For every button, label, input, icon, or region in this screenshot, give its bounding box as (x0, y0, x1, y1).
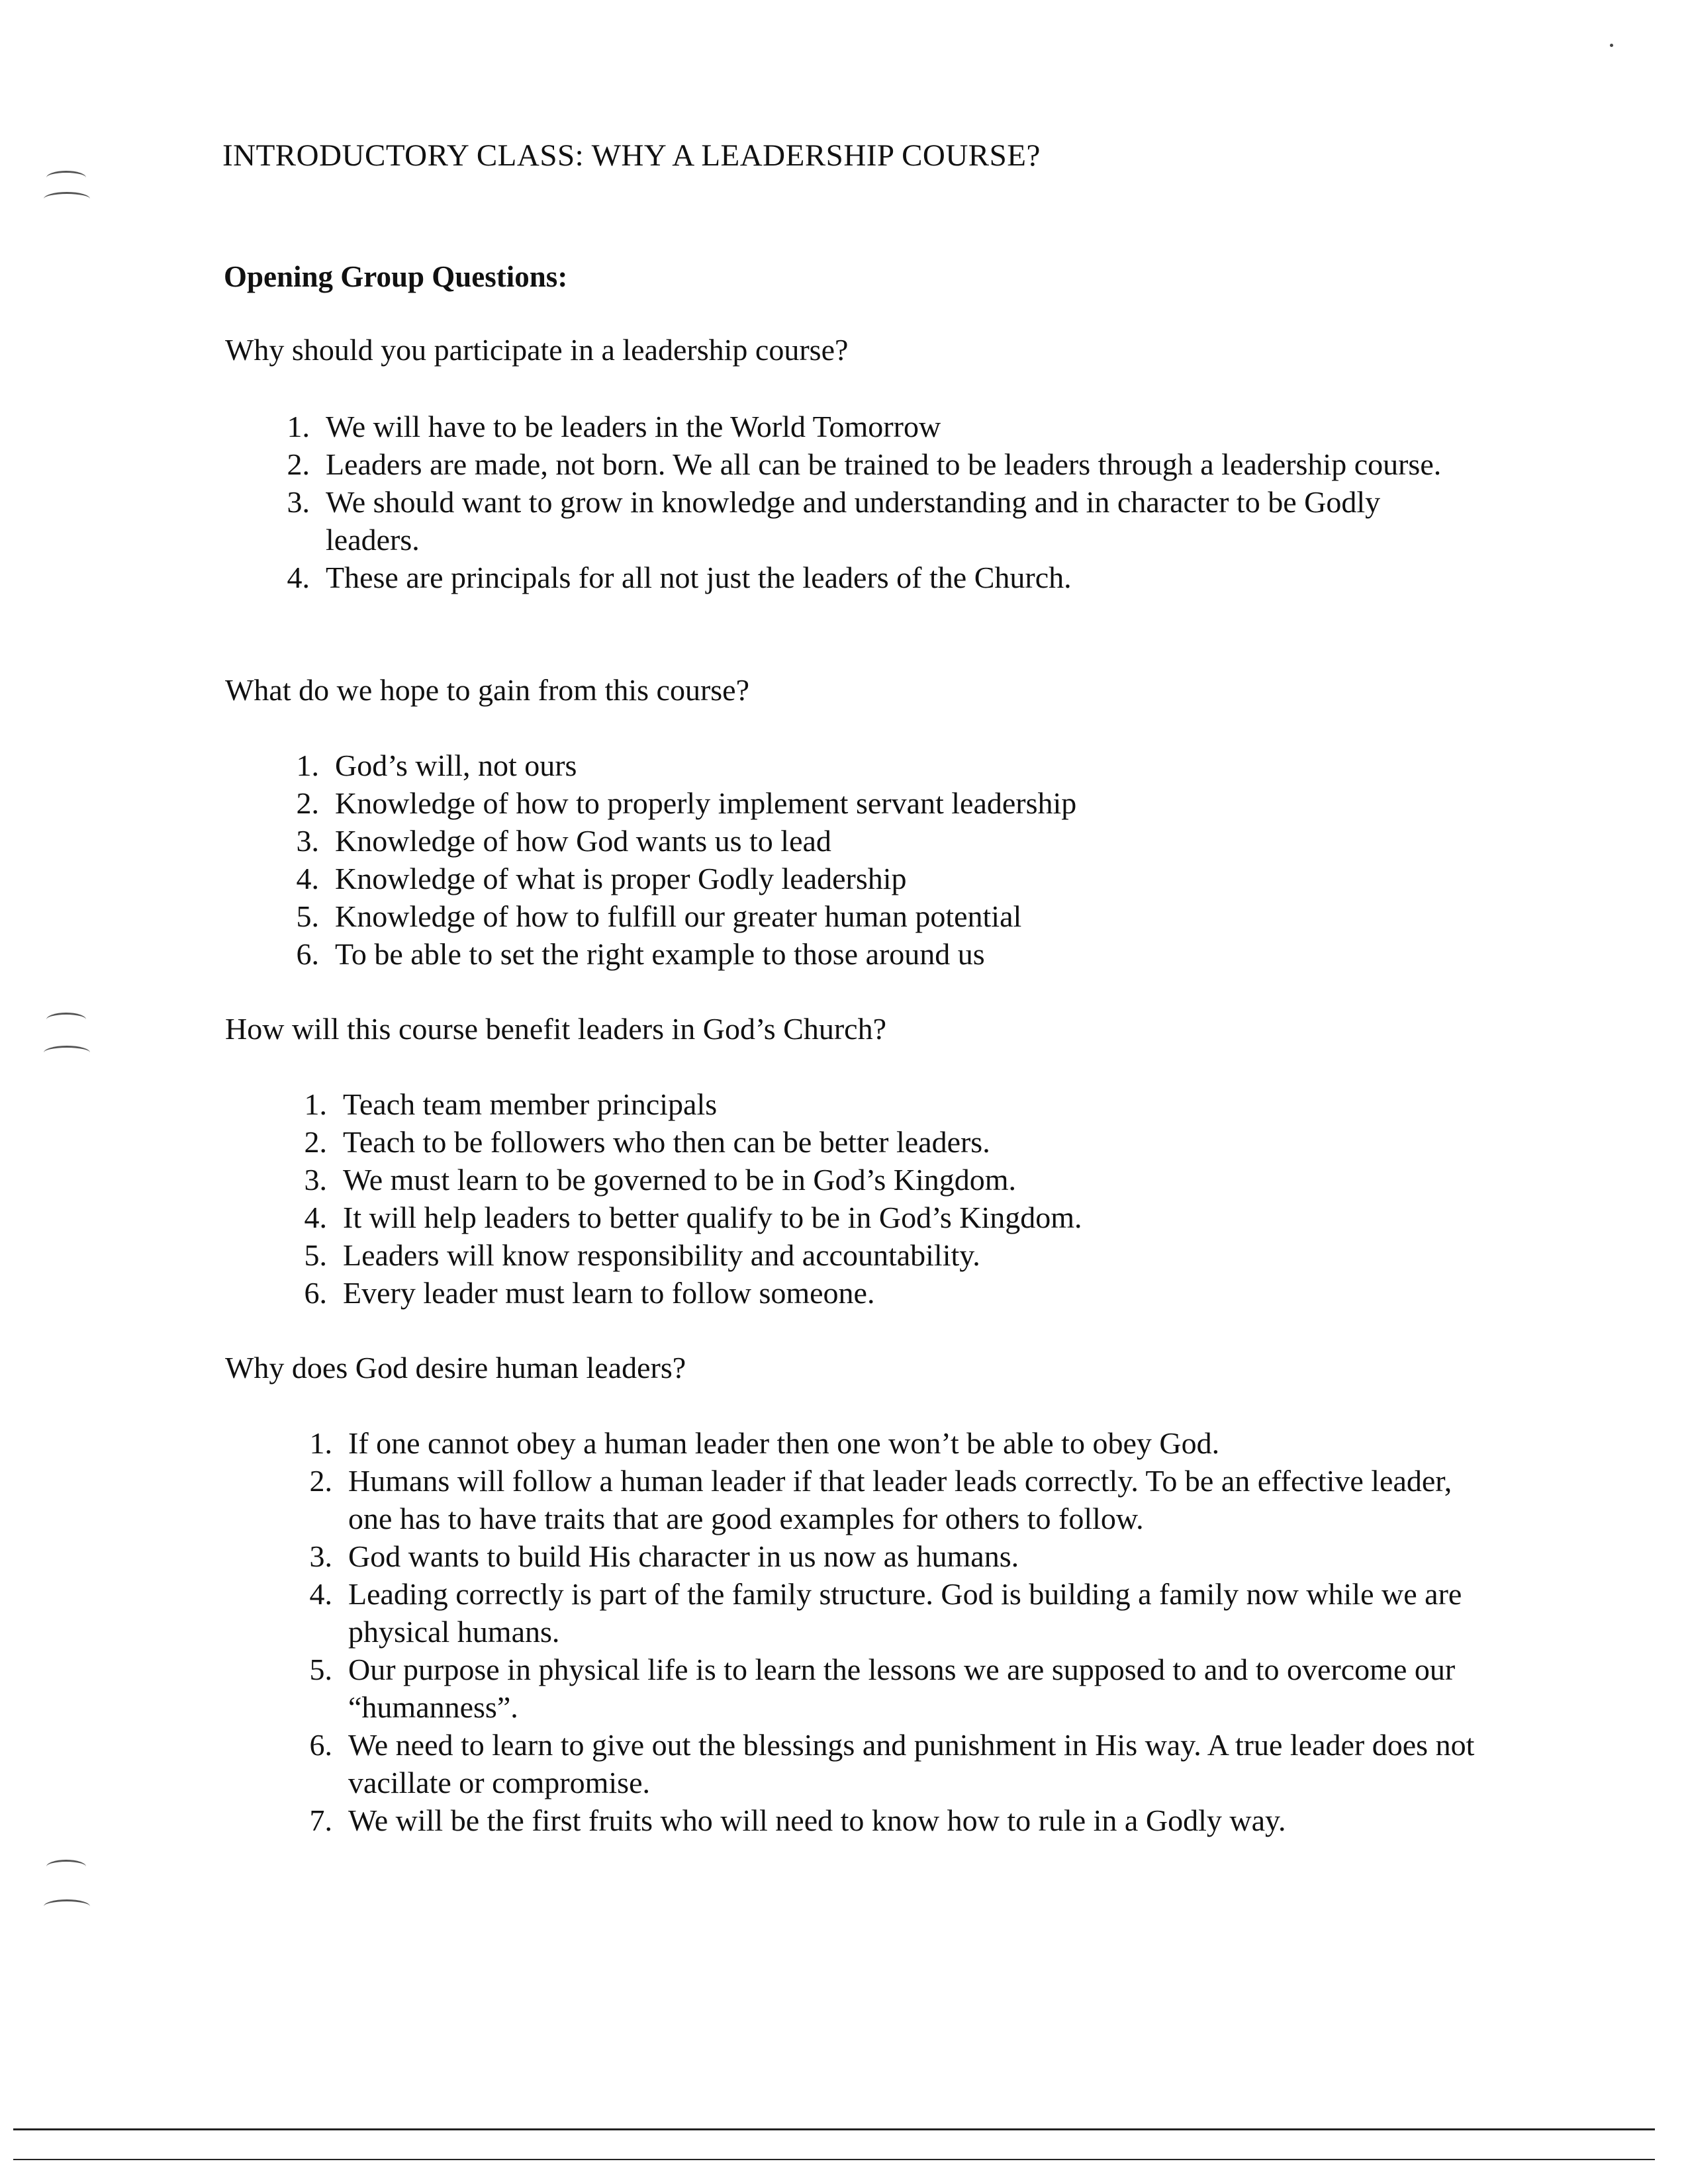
list-text: Leaders will know responsibility and accountability. (343, 1238, 980, 1272)
list-item (291, 1199, 1483, 1236)
list-text: We must learn to be governed to be in God’s Kingdom. (343, 1163, 1017, 1197)
list-number: 3. (309, 1539, 332, 1573)
list-item (283, 897, 1475, 935)
list-text: We will have to be leaders in the World Tomorrow (326, 410, 941, 443)
list-number: 5. (309, 1653, 332, 1686)
hole-punch-mark-middle (46, 1013, 86, 1026)
answer-list-2 (283, 747, 1475, 973)
list-item (297, 1651, 1488, 1726)
list-number: 3. (287, 485, 310, 519)
list-item (291, 1274, 1483, 1312)
list-number: 1. (287, 410, 310, 443)
list-number: 4. (309, 1577, 332, 1611)
list-text: Our purpose in physical life is to learn the lessons we are supposed to and to overcome our “humanness”. (348, 1653, 1456, 1724)
list-item (283, 860, 1475, 897)
page-title: INTRODUCTORY CLASS: WHY A LEADERSHIP COURSE? (222, 138, 1041, 173)
list-item (274, 408, 1466, 445)
list-text: These are principals for all not just the leaders of the Church. (326, 561, 1072, 594)
list-item (274, 559, 1466, 596)
list-text: Knowledge of how God wants us to lead (335, 824, 831, 858)
list-text: Leading correctly is part of the family structure. God is building a family now while we are physical humans. (348, 1577, 1462, 1649)
list-text: God’s will, not ours (335, 749, 577, 782)
list-item (283, 935, 1475, 973)
list-number: 1. (304, 1087, 327, 1121)
list-number: 7. (309, 1803, 332, 1837)
question-3: How will this course benefit leaders in God’s Church? (225, 1012, 886, 1046)
list-number: 2. (304, 1125, 327, 1159)
list-item (291, 1085, 1483, 1123)
list-number: 6. (296, 937, 319, 971)
list-number: 6. (309, 1728, 332, 1762)
list-number: 2. (309, 1464, 332, 1498)
list-text: If one cannot obey a human leader then one won’t be able to obey God. (348, 1426, 1220, 1460)
list-text: Humans will follow a human leader if that leader leads correctly. To be an effective leader, one has to have traits that are good examples for others to follow. (348, 1464, 1452, 1535)
list-item (297, 1575, 1488, 1651)
list-number: 3. (296, 824, 319, 858)
list-item (297, 1801, 1488, 1839)
list-text: God wants to build His character in us now as humans. (348, 1539, 1019, 1573)
list-number: 6. (304, 1276, 327, 1310)
list-number: 2. (296, 786, 319, 820)
list-text: We will be the first fruits who will need to know how to rule in a Godly way. (348, 1803, 1286, 1837)
question-1: Why should you participate in a leadership course? (225, 333, 849, 367)
list-item (297, 1726, 1488, 1801)
list-item (283, 747, 1475, 784)
list-text: Every leader must learn to follow someone. (343, 1276, 875, 1310)
list-item (283, 822, 1475, 860)
list-item (297, 1424, 1488, 1462)
list-text: Teach to be followers who then can be better leaders. (343, 1125, 990, 1159)
list-number: 5. (304, 1238, 327, 1272)
list-item (291, 1236, 1483, 1274)
list-text: It will help leaders to better qualify to be in God’s Kingdom. (343, 1201, 1082, 1234)
list-text: Knowledge of what is proper Godly leadership (335, 862, 907, 895)
list-item (274, 445, 1466, 483)
list-number: 4. (304, 1201, 327, 1234)
footer-rule-bottom (13, 2159, 1655, 2160)
list-item (291, 1123, 1483, 1161)
list-text: Knowledge of how to fulfill our greater human potential (335, 899, 1022, 933)
list-number: 4. (296, 862, 319, 895)
list-number: 3. (304, 1163, 327, 1197)
list-number: 5. (296, 899, 319, 933)
list-text: Teach team member principals (343, 1087, 718, 1121)
question-4: Why does God desire human leaders? (225, 1351, 686, 1385)
question-2: What do we hope to gain from this course? (225, 673, 749, 707)
list-item (274, 483, 1466, 559)
list-number: 1. (296, 749, 319, 782)
answer-list-3 (291, 1085, 1483, 1312)
list-text: We should want to grow in knowledge and understanding and in character to be Godly leaders. (326, 485, 1381, 557)
hole-punch-mark-bottom-2 (44, 1899, 90, 1913)
list-item (297, 1462, 1488, 1537)
hole-punch-mark-bottom (46, 1860, 86, 1874)
footer-rule (13, 2128, 1655, 2130)
hole-punch-mark-middle-2 (44, 1046, 90, 1060)
section-heading: Opening Group Questions: (224, 260, 568, 293)
list-item (283, 784, 1475, 822)
list-number: 1. (309, 1426, 332, 1460)
answer-list-1 (274, 408, 1466, 596)
list-text: To be able to set the right example to those around us (335, 937, 985, 971)
hole-punch-mark-top (46, 171, 86, 185)
list-text: We need to learn to give out the blessings and punishment in His way. A true leader does not vacillate or compromise. (348, 1728, 1475, 1799)
hole-punch-mark-top-2 (44, 192, 90, 206)
list-text: Knowledge of how to properly implement servant leadership (335, 786, 1077, 820)
scan-speck (1610, 44, 1613, 47)
list-number: 2. (287, 447, 310, 481)
list-text: Leaders are made, not born. We all can be trained to be leaders through a leadership course. (326, 447, 1442, 481)
list-item (297, 1537, 1488, 1575)
list-item (291, 1161, 1483, 1199)
answer-list-4 (297, 1424, 1488, 1839)
list-number: 4. (287, 561, 310, 594)
